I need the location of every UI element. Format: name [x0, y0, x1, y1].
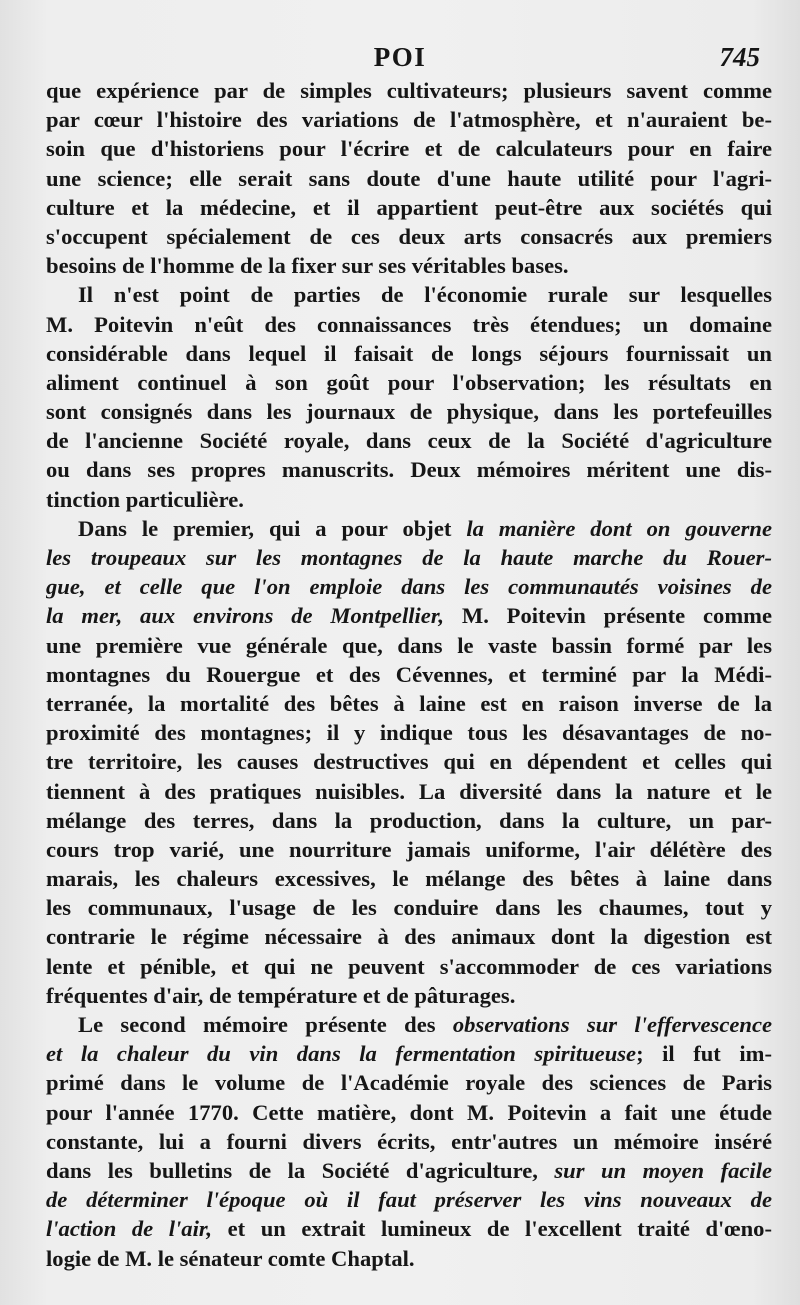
text-line: tre territoire, les causes destructives qui en dépendent et celles qui — [46, 749, 772, 775]
text-line: tiennent à des pratiques nuisibles. La diversité dans la nature et le — [46, 778, 772, 804]
text-line: M. Poitevin n'eût des connaissances très étendues; un domaine — [46, 311, 772, 337]
text-line: Il n'est point de parties de l'économie rurale sur lesquelles — [78, 282, 772, 308]
text-line: ou dans ses propres manuscrits. Deux mémoires méritent une dis- — [46, 457, 772, 483]
text-line: de l'ancienne Société royale, dans ceux de la Société d'agriculture — [46, 428, 772, 454]
text-line: primé dans le volume de l'Académie royale des sciences de Paris — [46, 1070, 772, 1096]
page-header — [0, 38, 800, 78]
text-line: cours trop varié, une nourriture jamais uniforme, l'air délétère des — [46, 836, 772, 862]
text-line: s'occupent spécialement de ces deux arts consacrés aux premiers — [46, 223, 772, 249]
text-line: lente et pénible, et qui ne peuvent s'accommoder de ces variations — [46, 953, 772, 979]
text-line: sont consignés dans les journaux de physique, dans les portefeuilles — [46, 399, 772, 425]
text-line: terranée, la mortalité des bêtes à laine est en raison inverse de la — [46, 690, 772, 716]
text-line: mélange des terres, dans la production, dans la culture, un par- — [46, 807, 772, 833]
text-line: que expérience par de simples cultivateurs; plusieurs savent comme — [46, 78, 772, 103]
text-line: une première vue générale que, dans le vaste bassin formé par les — [46, 632, 772, 658]
text-line: considérable dans lequel il faisait de longs séjours fournissait un — [46, 340, 772, 366]
text-line: fréquentes d'air, de température et de pâturages. — [46, 982, 516, 1008]
text-line: logie de M. le sénateur comte Chaptal. — [46, 1245, 415, 1271]
text-line: besoins de l'homme de la fixer sur ses véritables bases. — [46, 253, 569, 279]
text-line: Dans le premier, qui a pour objet la manière dont on gouverne — [78, 515, 772, 541]
page-number: 745 — [719, 42, 760, 72]
running-head: POI — [373, 42, 427, 72]
text-line: soin que d'historiens pour l'écrire et de calculateurs pour en faire — [46, 136, 772, 162]
text-line: proximité des montagnes; il y indique tous les désavantages de no- — [46, 720, 772, 746]
text-line: tinction particulière. — [46, 486, 244, 512]
text-line: pour l'année 1770. Cette matière, dont M. Poitevin a fait une étude — [46, 1099, 772, 1125]
text-line: constante, lui a fourni divers écrits, entr'autres un mémoire inséré — [46, 1128, 772, 1154]
text-line: aliment continuel à son goût pour l'observation; les résultats en — [46, 369, 772, 395]
text-line: les troupeaux sur les montagnes de la haute marche du Rouer- — [46, 545, 772, 570]
body-text — [46, 76, 772, 1273]
text-line: les communaux, l'usage de les conduire dans les chaumes, tout y — [46, 895, 772, 921]
text-line: marais, les chaleurs excessives, le mélange des bêtes à laine dans — [46, 866, 772, 892]
text-line: de déterminer l'époque où il faut préserver les vins nouveaux de — [46, 1187, 772, 1213]
text-line: dans les bulletins de la Société d'agriculture, sur un moyen facile — [46, 1157, 772, 1183]
text-line: la mer, aux environs de Montpellier, M. Poitevin présente comme — [46, 603, 772, 629]
text-line: montagnes du Rouergue et des Cévennes, et terminé par la Médi- — [46, 661, 772, 687]
text-line: l'action de l'air, et un extrait lumineux de l'excellent traité d'œno- — [46, 1216, 772, 1242]
text-line: gue, et celle que l'on emploie dans les communautés voisines de — [46, 574, 772, 600]
text-line: contrarie le régime nécessaire à des animaux dont la digestion est — [46, 924, 772, 950]
text-line: et la chaleur du vin dans la fermentation spiritueuse; il fut im- — [46, 1041, 772, 1067]
text-line: Le second mémoire présente des observations sur l'effervescence — [78, 1012, 772, 1037]
text-line: culture et la médecine, et il appartient peut-être aux sociétés qui — [46, 194, 772, 220]
text-line: par cœur l'histoire des variations de l'atmosphère, et n'auraient be- — [46, 107, 772, 133]
text-line: une science; elle serait sans doute d'une haute utilité pour l'agri- — [46, 165, 772, 191]
